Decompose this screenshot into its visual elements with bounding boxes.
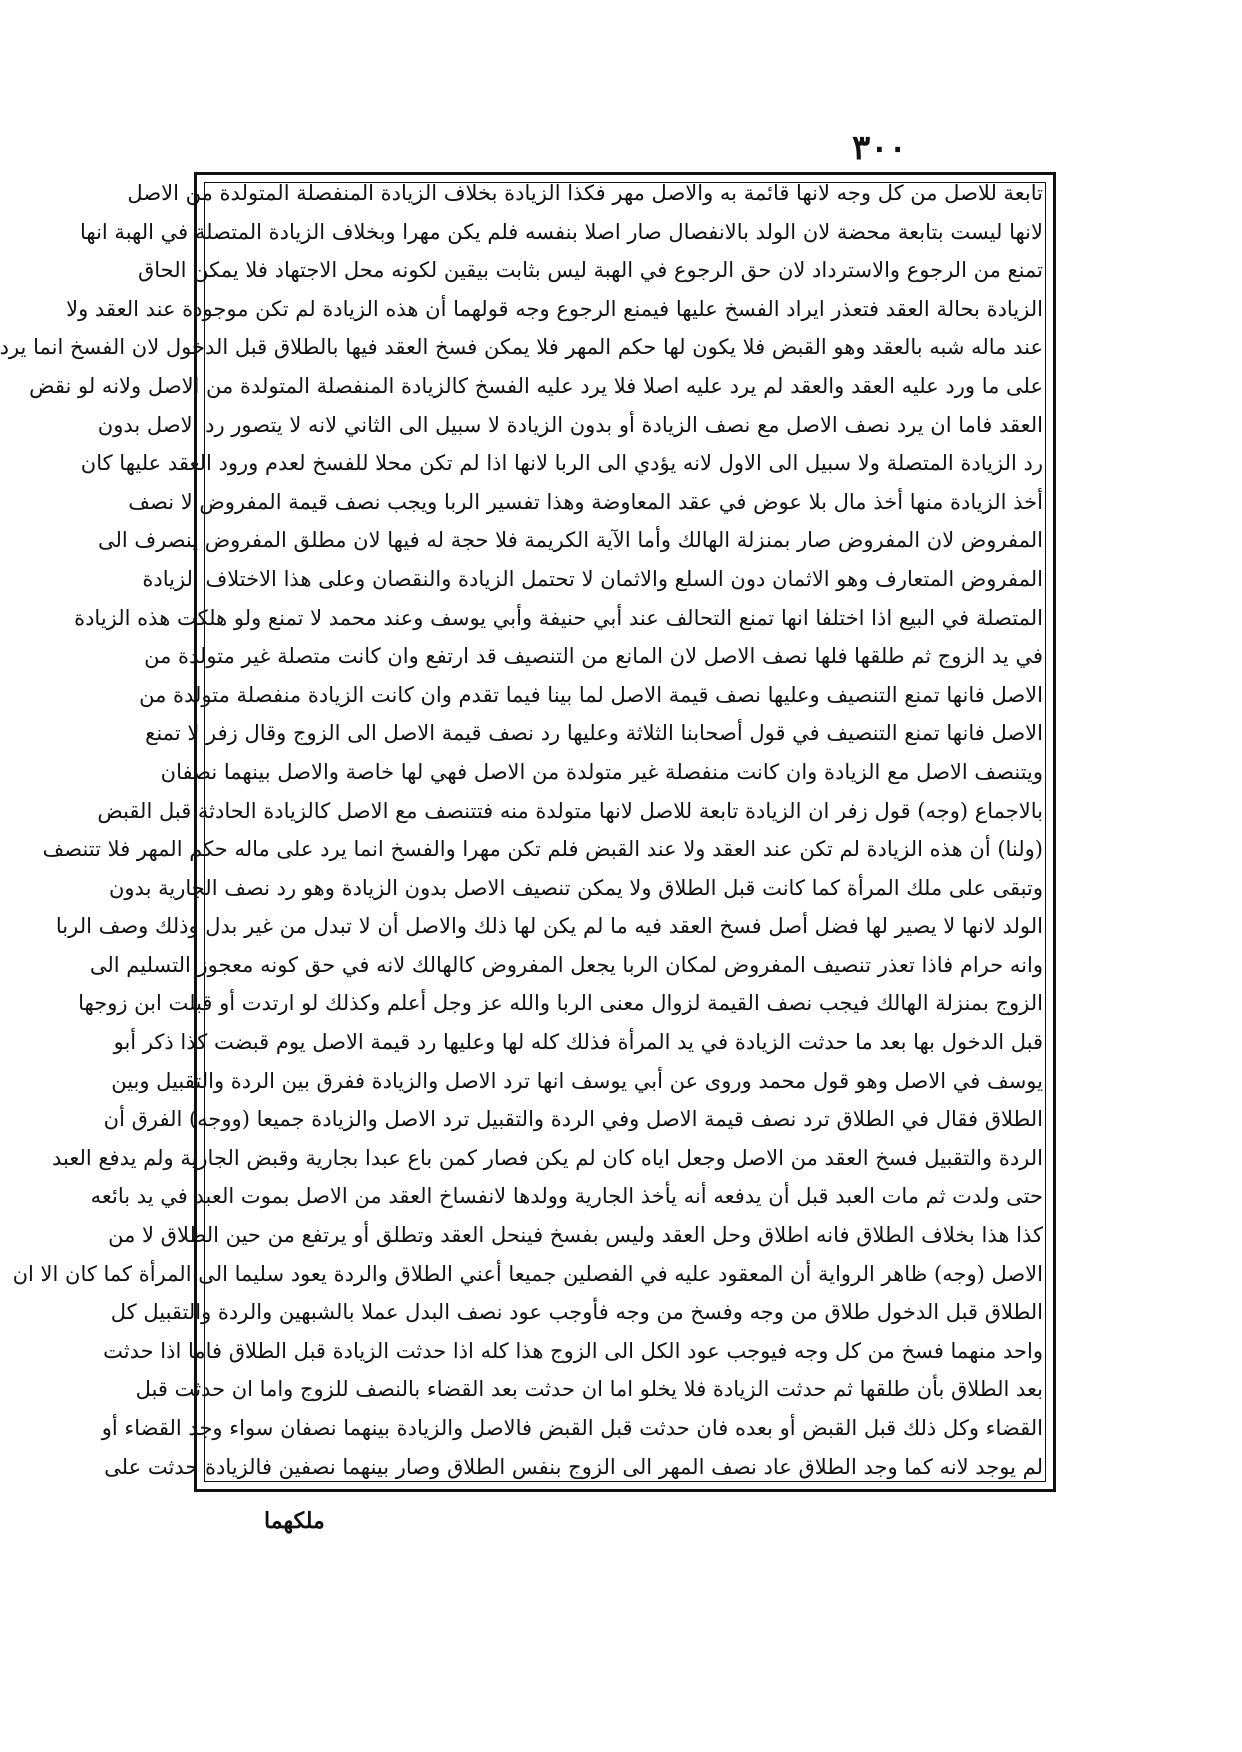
text-line: وانه حرام فاذا تعذر تنصيف المفروض لمكان الربا يجعل المفروض كالهالك لانه في حق كونه معجوز التسليم الى [89, 952, 1043, 977]
text-line: الولد لانها لا يصير لها فضل أصل فسخ العقد فيه ما لم يكن لها ذلك والاصل أن لا تبدل من غير بدل وذلك وصف الربا [55, 914, 1043, 939]
text-line: الاصل فانها تمنع التنصيف وعليها نصف قيمة الاصل لما بينا فيما تقدم وان كانت الزيادة منفصلة متولدة من [139, 682, 1043, 707]
text-line: حتى ولدت ثم مات العبد قبل أن يدفعه أنه يأخذ الجارية وولدها لانفساخ العقد من الاصل بموت العبد في يد بائعه [90, 1184, 1043, 1209]
text-line: الاصل فانها تمنع التنصيف في قول أصحابنا الثلاثة وعليها رد نصف قيمة الاصل الى الزوج وقال زفر لا تمنع [145, 721, 1043, 746]
text-line: بالاجماع (وجه) قول زفر ان الزيادة تابعة للاصل لانها متولدة منه فتتنصف مع الاصل كالزيادة الحادثة قبل القبض [97, 798, 1043, 823]
text-line: المتصلة في البيع اذا اختلفا انها تمنع التحالف عند أبي حنيفة وأبي يوسف وعند محمد لا تمنع ولو هلكت هذه الزيادة [74, 605, 1043, 630]
text-line: العقد فاما ان يرد نصف الاصل مع نصف الزيادة أو بدون الزيادة لا سبيل الى الثاني لانه لا يتصور رد الاصل بدون [97, 412, 1043, 437]
text-line: تمنع من الرجوع والاسترداد لان حق الرجوع في الهبة ليس بثابت بيقين لكونه محل الاجتهاد فلا يمكن الحاق [137, 258, 1043, 283]
text-line: وتبقى على ملك المرأة كما كانت قبل الطلاق ولا يمكن تنصيف الاصل بدون الزيادة وهو رد نصف الجارية بدون [108, 875, 1043, 900]
body-text [0, 180, 1043, 1482]
text-line: الاصل (وجه) ظاهر الرواية أن المعقود عليه في الفصلين جميعا أعني الطلاق والردة يعود سليما الى المرأة كما كان الا ان [12, 1261, 1043, 1286]
text-line: لم يوجد لانه كما وجد الطلاق عاد نصف المهر الى الزوج بنفس الطلاق وصار بينهما نصفين فالزيادة حدثت على [104, 1454, 1043, 1479]
text-line: في يد الزوج ثم طلقها فلها نصف الاصل لان المانع من التنصيف قد ارتفع وان كانت متصلة غير متولدة من [144, 644, 1043, 669]
text-line: يوسف في الاصل وهو قول محمد وروى عن أبي يوسف انها ترد الاصل والزيادة ففرق بين الردة والتقبيل وبين [111, 1068, 1043, 1093]
text-line: الطلاق فقال في الطلاق ترد نصف قيمة الاصل وفي الردة والتقبيل ترد الاصل والزيادة جميعا (ووجه) الفرق أن [103, 1107, 1043, 1132]
text-line: الزوج بمنزلة الهالك فيجب نصف القيمة لزوال معنى الربا والله عز وجل أعلم وكذلك لو ارتدت أو قبلت ابن زوجها [78, 991, 1043, 1016]
text-line: القضاء وكل ذلك قبل القبض أو بعده فان حدثت قبل القبض فالاصل والزيادة بينهما نصفان سواء وجد القضاء أو [101, 1416, 1043, 1440]
document-page [2, 0, 1242, 1752]
text-line: قبل الدخول بها بعد ما حدثت الزيادة في يد المرأة فذلك كله لها وعليها رد قيمة الاصل يوم قبضت كذا ذكر أبو [113, 1030, 1043, 1055]
catchword: ملكهما [264, 1508, 325, 1534]
text-line: المفروض المتعارف وهو الاثمان دون السلع والاثمان لا تحتمل الزيادة والنقصان وعلى هذا الاختلاف الزيادة [142, 566, 1043, 591]
text-line: عند ماله شبه بالعقد وهو القبض فلا يكون لها حكم المهر فلا يمكن فسخ العقد فيها بالطلاق قبل الدخول لان الفسخ انما يرد [0, 335, 1043, 360]
text-line: رد الزيادة المتصلة ولا سبيل الى الاول لانه يؤدي الى الربا لانها اذا لم تكن محلا للفسخ لعدم ورود العقد عليها كان [80, 451, 1043, 476]
text-line: أخذ الزيادة منها أخذ مال بلا عوض في عقد المعاوضة وهذا تفسير الربا ويجب نصف قيمة المفروض لا نصف [128, 489, 1043, 514]
text-line: (ولنا) أن هذه الزيادة لم تكن عند العقد ولا عند القبض فلم تكن مهرا والفسخ انما يرد على ماله حكم المهر فلا تتنصف [42, 837, 1043, 862]
text-line: الزيادة بحالة العقد فتعذر ايراد الفسخ عليها فيمنع الرجوع وجه قولهما أن هذه الزيادة لم تكن موجودة عند العقد ولا [66, 296, 1043, 321]
text-line: بعد الطلاق بأن طلقها ثم حدثت الزيادة فلا يخلو اما ان حدثت بعد القضاء بالنصف للزوج واما ان حدثت قبل [135, 1377, 1043, 1402]
text-line: واحد منهما فسخ من كل وجه فيوجب عود الكل الى الزوج هذا كله اذا حدثت الزيادة قبل الطلاق فاما اذا حدثت [103, 1338, 1043, 1363]
text-line: كذا هذا بخلاف الطلاق فانه اطلاق وحل العقد وليس بفسخ فينحل العقد وتطلق أو يرتفع من حين الطلاق لا من [108, 1223, 1043, 1248]
text-line: لانها ليست بتابعة محضة لان الولد بالانفصال صار اصلا بنفسه فلم يكن مهرا وبخلاف الزيادة المتصلة في الهبة انها [80, 219, 1043, 244]
text-line: المفروض لان المفروض صار بمنزلة الهالك وأما الآية الكريمة فلا حجة له فيها لان مطلق المفروض ينصرف الى [97, 528, 1043, 553]
text-line: الردة والتقبيل فسخ العقد من الاصل وجعل اياه كان لم يكن فصار كمن باع عبدا بجارية وقبض الجارية ولم يدفع العبد [51, 1145, 1043, 1170]
page-number: ٣٠٠ [852, 128, 907, 168]
text-line: الطلاق قبل الدخول طلاق من وجه وفسخ من وجه فأوجب عود نصف البدل عملا بالشبهين والردة والتقبيل كل [110, 1300, 1043, 1325]
text-line: تابعة للاصل من كل وجه لانها قائمة به والاصل مهر فكذا الزيادة بخلاف الزيادة المنفصلة المتولدة من الاصل [127, 181, 1043, 205]
text-line: على ما ورد عليه العقد والعقد لم يرد عليه اصلا فلا يرد عليه الفسخ كالزيادة المنفصلة المتولدة من الاصل ولانه لو نقض [29, 373, 1043, 398]
text-line: ويتنصف الاصل مع الزيادة وان كانت منفصلة غير متولدة من الاصل فهي لها خاصة والاصل بينهما نصفان [160, 759, 1043, 784]
